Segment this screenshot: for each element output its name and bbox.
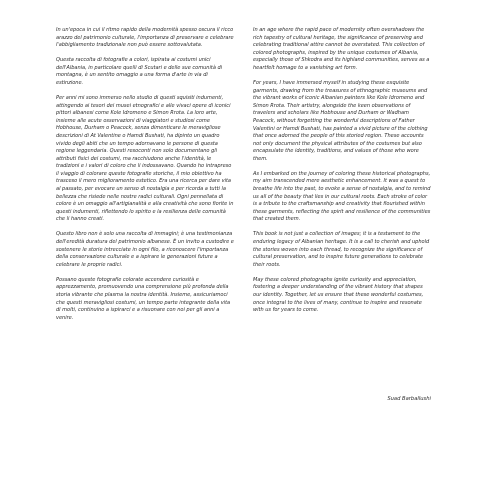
paragraph: In an age where the rapid pace of modernity often overshadows the rich tapestry of cultural heritage, the significance of preserving and celebrating traditional attire cannot be overstated. This collection of colored photographs, inspired by the unique costumes of Albania, especially those of Shkodra and its highland communities, serves as a heartfelt homage to a vanishing art form. bbox=[253, 27, 430, 71]
english-text-column bbox=[253, 27, 431, 322]
paragraph: This book is not just a collection of images; it is a testament to the enduring legacy of Albanian heritage. It is a call to cherish and uphold the stories woven into each thread, to recognize the significance of cultural preservation, and to inspire future generations to celebrate their roots. bbox=[253, 231, 430, 268]
paragraph: Possano queste fotografie colorate accendere curiosità e apprezzamento, promuovendo una comprensione più profonda della storia vibrante che plasma la nostra identità. Insieme, assicuriamoci che questi meravigliosi costumi, un tempo parte integrante della vita di molti, continuino a ispirarci e a risuonare con noi per gli anni a venire. bbox=[56, 276, 231, 321]
paragraph: May these colored photographs ignite curiosity and appreciation, fostering a deeper understanding of the vibrant history that shapes our identity. Together, let us ensure that these wonderful costumes, once integral to the lives of many, continue to inspire and resonate with us for years to come. bbox=[253, 276, 424, 314]
paragraph: In un'epoca in cui il ritmo rapido della modernità spesso oscura il ricco arazzo del patrimonio culturale, l'importanza di preservare e celebrare l'abbigliamento tradizionale non può essere sottovalutata. bbox=[56, 27, 234, 49]
paragraph: For years, I have immersed myself in studying these exquisite garments, drawing from the treasures of ethnographic museums and the vibrant works of iconic Albanian painters like Kole Idromeno and Simon Rrota. Their artistry, alongside the keen observations of travelers and scholars like Hobhouse and Durham or Wadham Peacock, without forgetting the wonderful descriptions of Father Valentini or Hamdi Bushati, has painted a vivid picture of the clothing that once adorned the people of this storied region. These accounts not only document the physical attributes of the costumes but also encapsulate the identity, traditions, and values of those who wore them. bbox=[253, 79, 428, 162]
author-signature: Suad Barballushi bbox=[387, 396, 431, 402]
paragraph: As I embarked on the journey of coloring these historical photographs, my aim transcended mere aesthetic enhancement. It was a quest to breathe life into the past, to evoke a sense of nostalgia, and to remind us all of the beauty that lies in our cultural roots. Each stroke of color is a tribute to the craftsmanship and creativity that flourished within these garments, reflecting the spirit and resilience of the communities that created them. bbox=[253, 170, 431, 223]
italian-text-column bbox=[56, 27, 234, 330]
paragraph: Questo libro non è solo una raccolta di immagini; è una testimonianza dell'eredità duratura del patrimonio albanese. È un invito a custodire e sostenere le storie intrecciate in ogni filo, a riconoscere l'importanza della conservazione culturale e a ispirare le generazioni future a celebrare le proprie radici. bbox=[56, 231, 234, 268]
paragraph: Per anni mi sono immerso nello studio di questi squisiti indumenti, attingendo ai tesori dei musei etnografici e alle vivaci opere di iconici pittori albanesi come Kole Idromeno e Simon Rrota. La loro arte, insieme alle acute osservazioni di viaggiatori e studiosi come Hobhouse, Durham o Peacock, senza dimenticare le meravigliose descrizioni di At Valentine o Hamdi Bushati, ha dipinto un quadro vivido degli abiti che un tempo adornavano le persone di questa regione leggendaria. Questi resoconti non solo documentano gli attributi fisici dei costumi, ma racchiudono anche l'identità, le tradizioni e i valori di coloro che li indossavano. Quando ho intrapreso il viaggio di colorare queste fotografie storiche, il mio obiettivo ha trasceso il mero miglioramento estetico. Era una ricerca per dare vita al passato, per evocare un senso di nostalgia e per ricorda a tutti la bellezza che risiede nelle nostre radici culturali. Ogni pennellata di colore è un omaggio all'artigianalità e alla creatività che sono fiorite in questi indumenti, riflettendo lo spirito e la resilienza delle comunità che li hanno creati. bbox=[56, 94, 234, 223]
paragraph: Questa raccolta di fotografie a colori, ispirata ai costumi unici dell'Albania, in particolare quelli di Scutari e delle sue comunità di montagna, è un sentito omaggio a una forma d'arte in via di estinzione. bbox=[56, 57, 223, 86]
